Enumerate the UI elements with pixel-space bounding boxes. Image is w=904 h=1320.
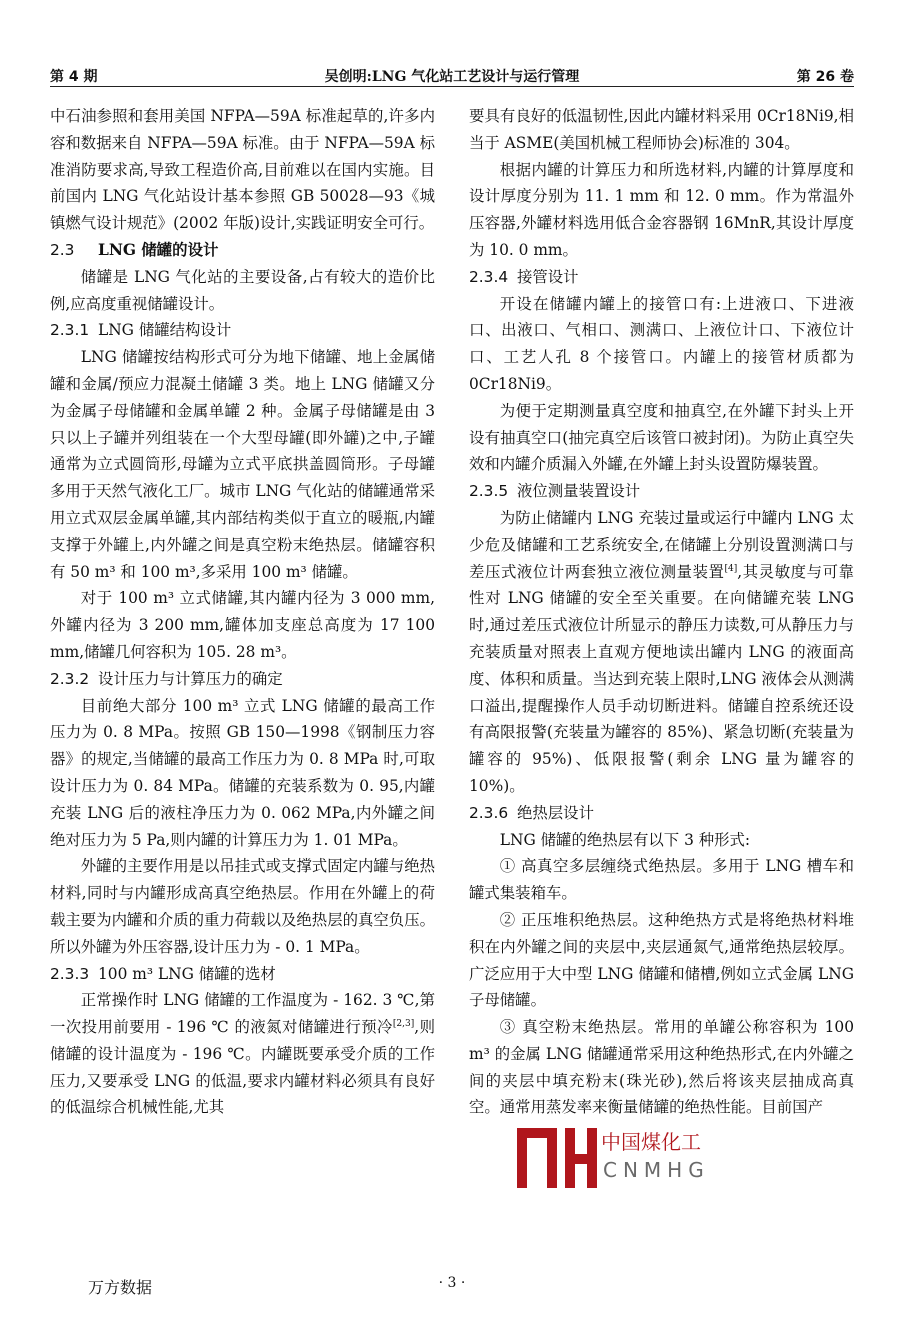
- section-heading-2-3-4: [469, 264, 854, 291]
- citation: [2,3]: [392, 1018, 415, 1029]
- paragraph: 目前绝大部分 100 m³ 立式 LNG 储罐的最高工作压力为 0. 8 MPa。按照 GB 150—1998《钢制压力容器》的规定,当储罐的最高工作压力为 0. 8 MPa 时,可取设计压力为 0. 84 MPa。储罐的充装系数为 0. 95,内罐充装 LNG 后的液柱净压力为 0. 062 MPa,内外罐之间绝对压力为 5 Pa,则内罐的计算压力为 1. 01 MPa。: [50, 696, 435, 849]
- citation: [4]: [724, 563, 738, 574]
- list-item: ② 正压堆积绝热层。这种绝热方式是将绝热材料堆积在内外罐之间的夹层中,夹层通氮气,通常绝热层较厚。广泛应用于大中型 LNG 储罐和储槽,例如立式金属 LNG 子母储罐。: [469, 910, 854, 1010]
- section-title: 设计压力与计算压力的确定: [98, 669, 283, 688]
- paragraph: 为便于定期测量真空度和抽真空,在外罐下封头上开设有抽真空口(抽完真空后该管口被封闭)。为防止真空失效和内罐介质漏入外罐,在外罐上封头设置防爆装置。: [469, 401, 854, 474]
- page-number: · 3 ·: [438, 1275, 466, 1291]
- volume-number: 第 26 卷: [796, 69, 854, 85]
- paragraph: [469, 505, 854, 800]
- paragraph: 中石油参照和套用美国 NFPA—59A 标准起草的,许多内容和数据来自 NFPA—59A 标准。由于 NFPA—59A 标准消防要求高,导致工程造价高,目前难以在国内实施。目前国内 LNG 气化站设计基本参照 GB 50028—93《城镇燃气设计规范》(2002 年版)设计,实践证明安全可行。: [50, 107, 435, 233]
- list-item: ① 高真空多层缠绕式绝热层。多用于 LNG 槽车和罐式集装箱车。: [469, 857, 854, 903]
- paragraph: 根据内罐的计算压力和所选材料,内罐的计算厚度和设计厚度分别为 11. 1 mm 和 12. 0 mm。作为常温外压容器,外罐材料选用低合金容器钢 16MnR,其设计厚度为 10. 0 mm。: [469, 160, 854, 259]
- section-heading-2-3-6: [469, 800, 854, 827]
- running-title: 吴创明:LNG 气化站工艺设计与运行管理: [324, 69, 580, 85]
- running-header: [50, 58, 854, 87]
- left-column: [50, 103, 435, 1121]
- watermark-text-latin: CNMHG: [603, 1158, 710, 1182]
- section-number: 2.3: [50, 240, 75, 259]
- section-number: 2.3.6: [469, 803, 509, 822]
- section-heading-2-3-2: [50, 666, 435, 693]
- section-number: 2.3.4: [469, 267, 509, 286]
- section-number: 2.3.2: [50, 669, 90, 688]
- paragraph: 要具有良好的低温韧性,因此内罐材料采用 0Cr18Ni9,相当于 ASME(美国机械工程师协会)标准的 304。: [469, 107, 854, 152]
- section-number: 2.3.3: [50, 964, 90, 983]
- section-heading-2-3-3: [50, 961, 435, 988]
- paragraph: 开设在储罐内罐上的接管口有:上进液口、下进液口、出液口、气相口、测满口、上液位计口、下液位计口、工艺人孔 8 个接管口。内罐上的接管材质都为 0Cr18Ni9。: [469, 294, 854, 393]
- paragraph-text: 为防止储罐内 LNG 充装过量或运行中罐内 LNG 太少危及储罐和工艺系统安全,在储罐上分别设置测满口与差压式液位计两套独立液位测量装置: [469, 508, 854, 581]
- watermark-text: 中国煤化工: [601, 1130, 701, 1154]
- footer-source: 万方数据: [88, 1278, 153, 1297]
- issue-number: 第 4 期: [50, 69, 98, 85]
- paragraph-text: ,其灵敏度与可靠性对 LNG 储罐的安全至关重要。在向储罐充装 LNG 时,通过差压式液位计所显示的静压力读数,可从静压力与充装质量对照表上直观方便地读出罐内 LNG 的液面高度、体积和质量。当达到充装上限时,LNG 液体会从测满口溢出,提醒操作人员手动切断进料。储罐自控系统还设有高限报警(充装量为罐容的 85%)、紧急切断(充装量为罐容的 95%)、低限报警(剩余 LNG 量为罐容的 10%)。: [469, 562, 854, 795]
- paragraph: LNG 储罐按结构形式可分为地下储罐、地上金属储罐和金属/预应力混凝土储罐 3 类。地上 LNG 储罐又分为金属子母储罐和金属单罐 2 种。金属子母储罐是由 3 只以上子罐并列组装在一个大型母罐(即外罐)之中,子罐通常为立式圆筒形,母罐为立式平底拱盖圆筒形。子母罐多用于天然气液化工厂。城市 LNG 气化站的储罐通常采用立式双层金属单罐,其内部结构类似于直立的暖瓶,内罐支撑于外罐上,内外罐之间是真空粉末绝热层。储罐容积有 50 m³ 和 100 m³,多采用 100 m³ 储罐。: [50, 348, 435, 581]
- section-number: 2.3.1: [50, 321, 90, 340]
- paragraph-text: ,则储罐的设计温度为 - 196 ℃。内罐既要承受介质的工作压力,又要承受 LNG 的低温,要求内罐材料必须具有良好的低温综合机械性能,尤其: [50, 1018, 435, 1117]
- section-title: 接管设计: [517, 267, 579, 286]
- watermark-logo: [515, 1124, 715, 1190]
- paragraph: 对于 100 m³ 立式储罐,其内罐内径为 3 000 mm,外罐内径为 3 200 mm,罐体加支座总高度为 17 100 mm,储罐几何容积为 105. 28 m³。: [50, 589, 435, 661]
- section-title: 绝热层设计: [517, 803, 594, 822]
- section-heading-2-3-1: [50, 317, 435, 344]
- section-title: LNG 储罐结构设计: [98, 321, 232, 340]
- paragraph-text: 正常操作时 LNG 储罐的工作温度为 - 162. 3 ℃,第一次投用前要用 - 196 ℃ 的液氮对储罐进行预冷: [50, 991, 435, 1037]
- section-heading-2-3-5: [469, 478, 854, 505]
- paragraph: 外罐的主要作用是以吊挂式或支撑式固定内罐与绝热材料,同时与内罐形成高真空绝热层。作用在外罐上的荷载主要为内罐和介质的重力荷载以及绝热层的真空负压。所以外罐为外压容器,设计压力为 - 0. 1 MPa。: [50, 857, 435, 956]
- section-title: LNG 储罐的设计: [98, 240, 219, 259]
- section-number: 2.3.5: [469, 482, 509, 501]
- section-title: 100 m³ LNG 储罐的选材: [98, 964, 276, 983]
- list-item: ③ 真空粉末绝热层。常用的单罐公称容积为 100 m³ 的金属 LNG 储罐通常采用这种绝热形式,在内外罐之间的夹层中填充粉末(珠光砂),然后将该夹层抽成高真空。通常用蒸发率来衡量储罐的绝热性能。目前国产: [469, 1018, 854, 1117]
- paragraph: 储罐是 LNG 气化站的主要设备,占有较大的造价比例,应高度重视储罐设计。: [50, 267, 435, 313]
- section-title: 液位测量装置设计: [517, 482, 641, 501]
- paragraph: LNG 储罐的绝热层有以下 3 种形式:: [499, 830, 751, 849]
- paragraph: [50, 987, 435, 1121]
- right-column: [469, 103, 854, 1121]
- watermark-mark-icon: [515, 1124, 601, 1190]
- section-heading-2-3: [50, 237, 435, 264]
